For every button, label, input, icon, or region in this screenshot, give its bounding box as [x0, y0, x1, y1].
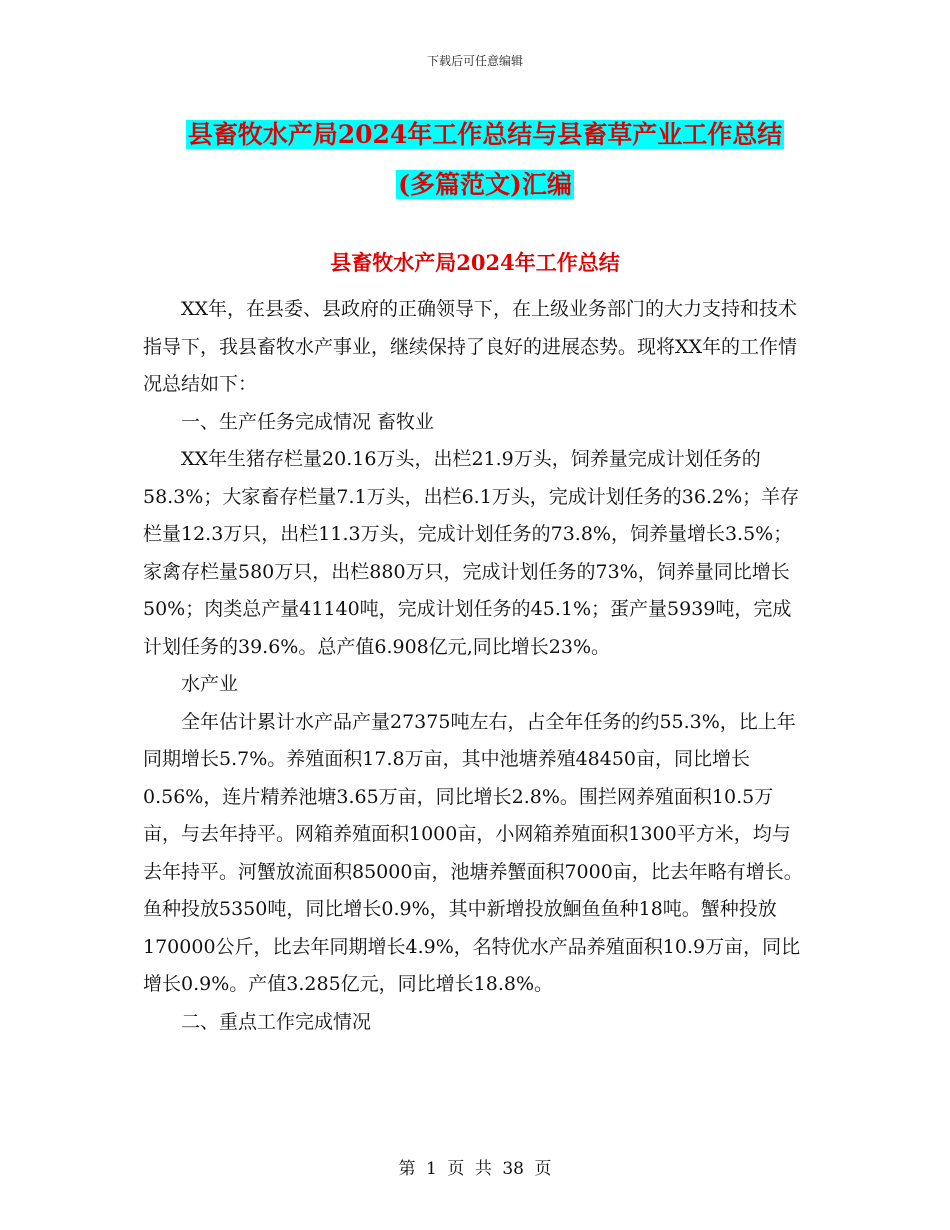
paragraph-livestock: XX年生猪存栏量20.16万头，出栏21.9万头，饲养量完成计划任务的58.3%；大家畜存栏量7.1万头，出栏6.1万头，完成计划任务的36.2%；羊存栏量12.3万只，出栏11.3万头，完成计划任务的73.8%，饲养量增长3.5%；家禽存栏量580万只，出栏880万只，完成计划任务的73%，饲养量同比增长50%；肉类总产量41140吨，完成计划任务的45.1%；蛋产量5939吨，完成计划任务的39.6%。总产值6.908亿元,同比增长23%。	[143, 448, 800, 658]
paragraph-intro: XX年，在县委、县政府的正确领导下，在上级业务部门的大力支持和技术指导下，我县畜牧水产事业，继续保持了良好的进展态势。现将XX年的工作情况总结如下：	[143, 298, 798, 395]
heading-key-work: 二、重点工作完成情况	[181, 1010, 372, 1033]
page-number: 第 1 页 共 38 页	[398, 1159, 552, 1179]
document-title-line2: (多篇范文)汇编	[398, 170, 572, 199]
section-title: 县畜牧水产局2024年工作总结	[330, 250, 620, 275]
paragraph-aquaculture: 全年估计累计水产品产量27375吨左右，占全年任务的约55.3%，比上年同期增长5.7%。养殖面积17.8万亩，其中池塘养殖48450亩，同比增长0.56%，连片精养池塘3.65万亩，同比增长2.8%。围拦网养殖面积10.5万亩，与去年持平。网箱养殖面积1000亩，小网箱养殖面积1300平方米，均与去年持平。河蟹放流面积85000亩，池塘养蟹面积7000亩，比去年略有增长。鱼种投放5350吨，同比增长0.9%，其中新增投放鮰鱼鱼种18吨。蟹种投放170000公斤，比去年同期增长4.9%，名特优水产品养殖面积10.9万亩，同比增长0.9%。产值3.285亿元，同比增长18.8%。	[143, 710, 803, 995]
document-body	[143, 291, 807, 1041]
heading-production-tasks: 一、生产任务完成情况 畜牧业	[181, 410, 435, 433]
heading-aquaculture: 水产业	[181, 673, 239, 695]
document-title	[150, 110, 820, 210]
document-title-line1: 县畜牧水产局2024年工作总结与县畜草产业工作总结	[187, 120, 783, 149]
page-header-note: 下载后可任意编辑	[426, 54, 523, 68]
